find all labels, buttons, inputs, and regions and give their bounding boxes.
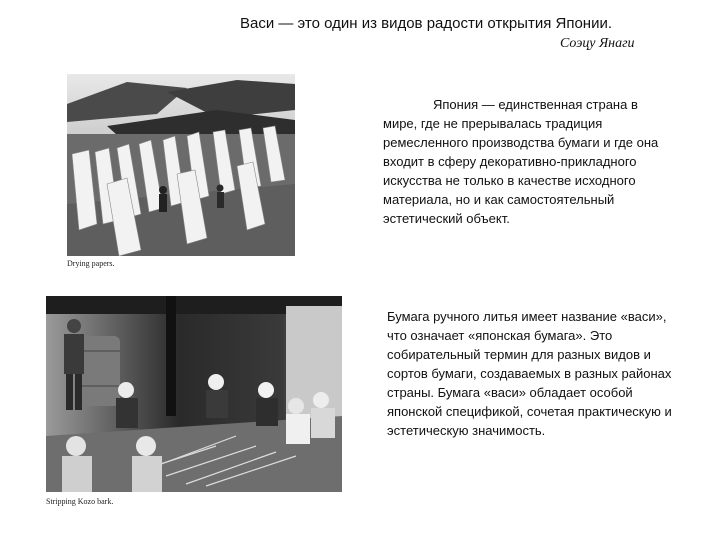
drying-papers-caption: Drying papers. [67, 259, 115, 268]
intro-paragraph: Япония — единственная страна в мире, где не прерывалась традиция ремесленного производства бумаги и где она входит в сферу декоративно-прикладного искусства не только в качестве исходного материала, но и как самостоятельный эстетический объект. [383, 97, 659, 226]
epigraph-quote: Васи — это один из видов радости открытия Японии. [240, 15, 613, 32]
washi-paragraph: Бумага ручного литья имеет название «васи», что означает «японская бумага». Это собирательный термин для разных видов и сортов бумаги, создаваемых в разных районах страны. Бумага «васи» обладает особой японской спецификой, сочетая практическую и эстетическую значимость. [387, 309, 672, 438]
drying-papers-photo [67, 74, 295, 256]
epigraph-author: Соэцу Янаги [560, 36, 635, 51]
stripping-bark-photo [46, 296, 342, 492]
stripping-bark-caption: Stripping Kozo bark. [46, 497, 114, 506]
